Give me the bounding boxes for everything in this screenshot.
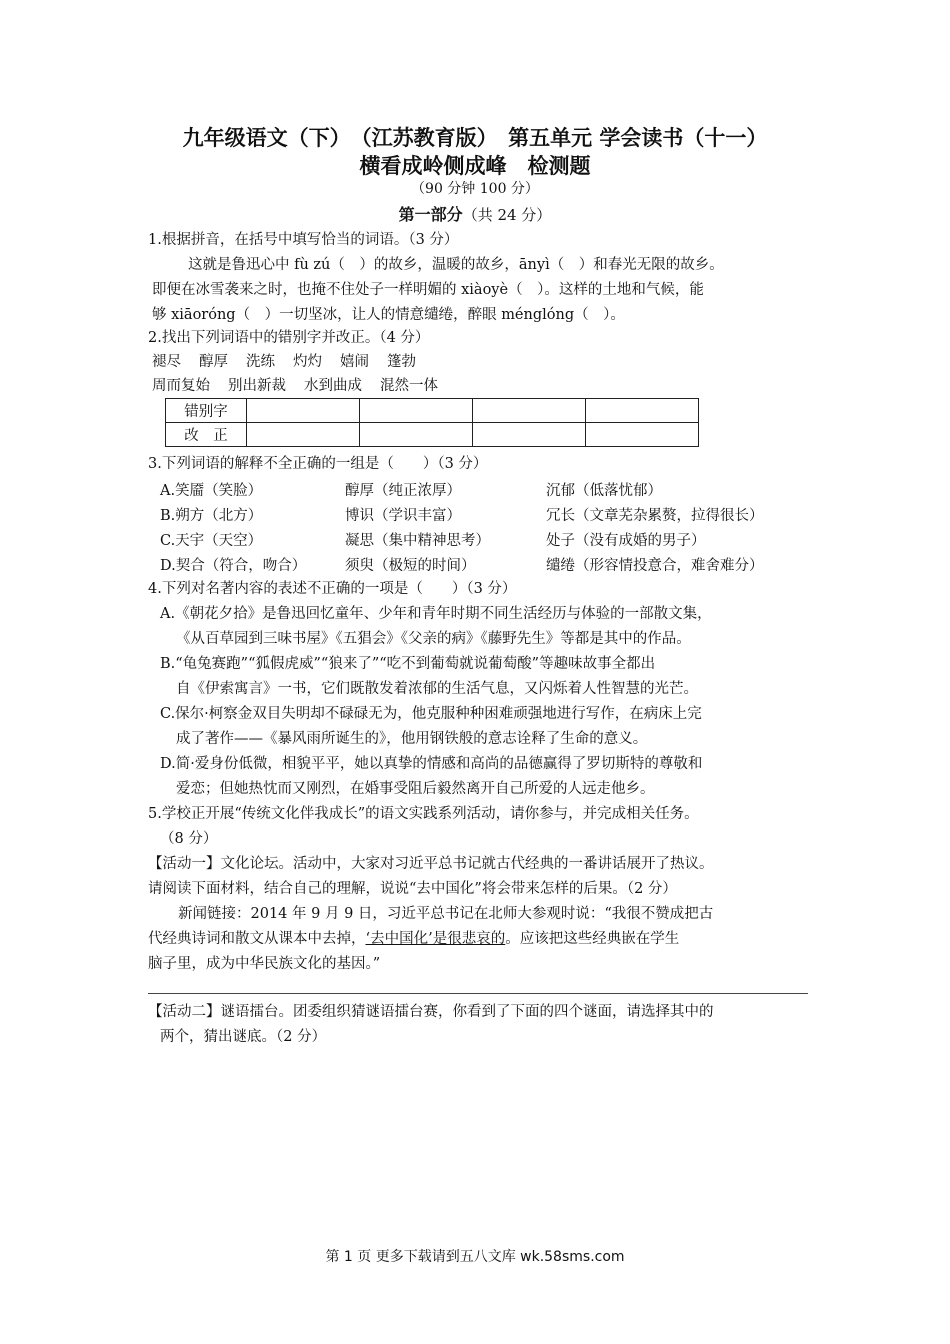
q4-option-a-line-1: A.《朝花夕拾》是鲁迅回忆童年、少年和青年时期不同生活经历与体验的一部散文集，: [160, 606, 712, 622]
q3-option-c-1: C.天宇（天空）: [160, 533, 263, 549]
q2-word: 混然一体: [380, 378, 438, 394]
answer-cell[interactable]: [473, 399, 586, 423]
answer-cell[interactable]: [360, 423, 473, 447]
answer-cell[interactable]: [247, 399, 360, 423]
q2-word: 周而复始: [152, 378, 210, 394]
news-underlined-quote: ‘去中国化’是很悲哀的: [365, 931, 506, 947]
q2-word: 嬉闹: [340, 354, 369, 370]
q3-option-b-1: B.朔方（北方）: [160, 508, 263, 524]
q2-word: 醇厚: [199, 354, 228, 370]
q4-option-c-line-2: 成了著作——《暴风雨所诞生的》，他用钢铁般的意志诠释了生命的意义。: [176, 731, 648, 747]
q2-word: 水到曲成: [304, 378, 362, 394]
answer-cell[interactable]: [247, 423, 360, 447]
q2-word: 灼灼: [293, 354, 322, 370]
q3-option-d-1: D.契合（符合，吻合）: [160, 558, 307, 574]
q2-word: 篷勃: [387, 354, 416, 370]
q4-option-d-line-2: 爱恋；但她热忱而又刚烈，在婚事受阻后毅然离开自己所爱的人远走他乡。: [176, 781, 655, 797]
q1-line-2: 即便在冰雪袭来之时，也掩不住处子一样明媚的 xiàoyè（ ）。这样的土地和气候，能: [152, 282, 704, 298]
answer-cell[interactable]: [360, 399, 473, 423]
title-line-2: 横看成岭侧成峰 检测题: [359, 154, 591, 178]
q4-option-c-line-1: C.保尔·柯察金双目失明却不碌碌无为，他克服种种困难顽强地进行写作，在病床上完: [160, 706, 702, 722]
table-row: [166, 399, 699, 423]
activity-2-line-1: 【活动二】谜语擂台。团委组织猜谜语擂台赛，你看到了下面的四个谜面，请选择其中的: [148, 1004, 714, 1020]
q3-option-b-3: 冗长（文章芜杂累赘，拉得很长）: [546, 508, 764, 524]
news-line-2-end: 。应该把这些经典嵌在学生: [505, 931, 680, 947]
subtitle: （90 分钟 100 分）: [411, 181, 539, 197]
q3-option-c-3: 处子（没有成婚的男子）: [546, 533, 706, 549]
part-score: （共 24 分）: [462, 206, 552, 224]
news-line-3: 脑子里，成为中华民族文化的基因。”: [148, 956, 381, 972]
news-line-2: [148, 929, 679, 949]
q2-words-row-1: [152, 352, 434, 372]
q3-option-d-3: 缱绻（形容情投意合，难舍难分）: [546, 558, 764, 574]
q1-line-1: 这就是鲁迅心中 fù zú（ ）的故乡，温暖的故乡，ānyì（ ）和春光无限的故乡。: [188, 257, 724, 273]
q2-word: 褪尽: [152, 354, 181, 370]
section-divider: [148, 993, 808, 994]
q5-stem-line-1: 5.学校正开展“传统文化伴我成长”的语文实践系列活动，请你参与，并完成相关任务。: [148, 806, 699, 822]
q5-stem-line-2: （8 分）: [160, 831, 218, 847]
q2-word: 洗练: [246, 354, 275, 370]
activity-1-line-1: 【活动一】文化论坛。活动中，大家对习近平总书记就古代经典的一番讲话展开了热议。: [148, 856, 714, 872]
q3-option-a-3: 沉郁（低落忧郁）: [546, 483, 662, 499]
part-heading: [0, 202, 950, 225]
table-header-wrong: 错别字: [166, 399, 247, 423]
table-header-correct: 改 正: [166, 423, 247, 447]
q1-line-3: 够 xiāoróng（ ）一切坚冰，让人的情意缱绻，醉眼 ménglóng（ ）。: [152, 307, 625, 323]
q4-option-b-line-2: 自《伊索寓言》一书，它们既散发着浓郁的生活气息，又闪烁着人性智慧的光芒。: [176, 681, 698, 697]
activity-2-line-2: 两个，猜出谜底。（2 分）: [160, 1029, 327, 1045]
table-row: [166, 423, 699, 447]
activity-1-line-2: 请阅读下面材料，结合自己的理解，说说“去中国化”将会带来怎样的后果。（2 分）: [148, 881, 677, 897]
q2-word: 别出新裁: [228, 378, 286, 394]
q4-option-b-line-1: B.“龟兔赛跑”“狐假虎威”“狼来了”“吃不到葡萄就说葡萄酸”等趣味故事全都出: [160, 656, 656, 672]
q3-option-d-2: 须臾（极短的时间）: [345, 558, 476, 574]
correction-table: [165, 398, 699, 447]
q3-stem: 3.下列词语的解释不全正确的一组是（ ）（3 分）: [148, 456, 488, 472]
q4-option-a-line-2: 《从百草园到三味书屋》《五猖会》《父亲的病》《藤野先生》等都是其中的作品。: [176, 631, 691, 647]
q4-stem: 4.下列对名著内容的表述不正确的一项是（ ）（3 分）: [148, 581, 517, 597]
title-line-1: 九年级语文（下） （江苏教育版） 第五单元 学会读书（十一）: [182, 126, 768, 150]
answer-cell[interactable]: [586, 399, 699, 423]
page-footer: 第 1 页 更多下载请到五八文库 wk.58sms.com: [325, 1249, 625, 1265]
q3-option-a-1: A.笑靥（笑脸）: [160, 483, 263, 499]
part-title: 第一部分: [398, 205, 463, 224]
news-line-2-start: 代经典诗词和散文从课本中去掉，: [148, 931, 366, 947]
q3-option-a-2: 醇厚（纯正浓厚）: [345, 483, 461, 499]
q3-option-c-2: 凝思（集中精神思考）: [345, 533, 490, 549]
q2-stem: 2.找出下列词语中的错别字并改正。（4 分）: [148, 330, 430, 346]
q4-option-d-line-1: D.简·爱身份低微，相貌平平，她以真挚的情感和高尚的品德赢得了罗切斯特的尊敬和: [160, 756, 703, 772]
answer-cell[interactable]: [473, 423, 586, 447]
q3-option-b-2: 博识（学识丰富）: [345, 508, 461, 524]
q1-stem: 1.根据拼音，在括号中填写恰当的词语。（3 分）: [148, 232, 459, 248]
answer-cell[interactable]: [586, 423, 699, 447]
news-line-1: 新闻链接：2014 年 9 月 9 日，习近平总书记在北师大参观时说：“我很不赞成把古: [178, 906, 714, 922]
q2-words-row-2: [152, 376, 456, 396]
